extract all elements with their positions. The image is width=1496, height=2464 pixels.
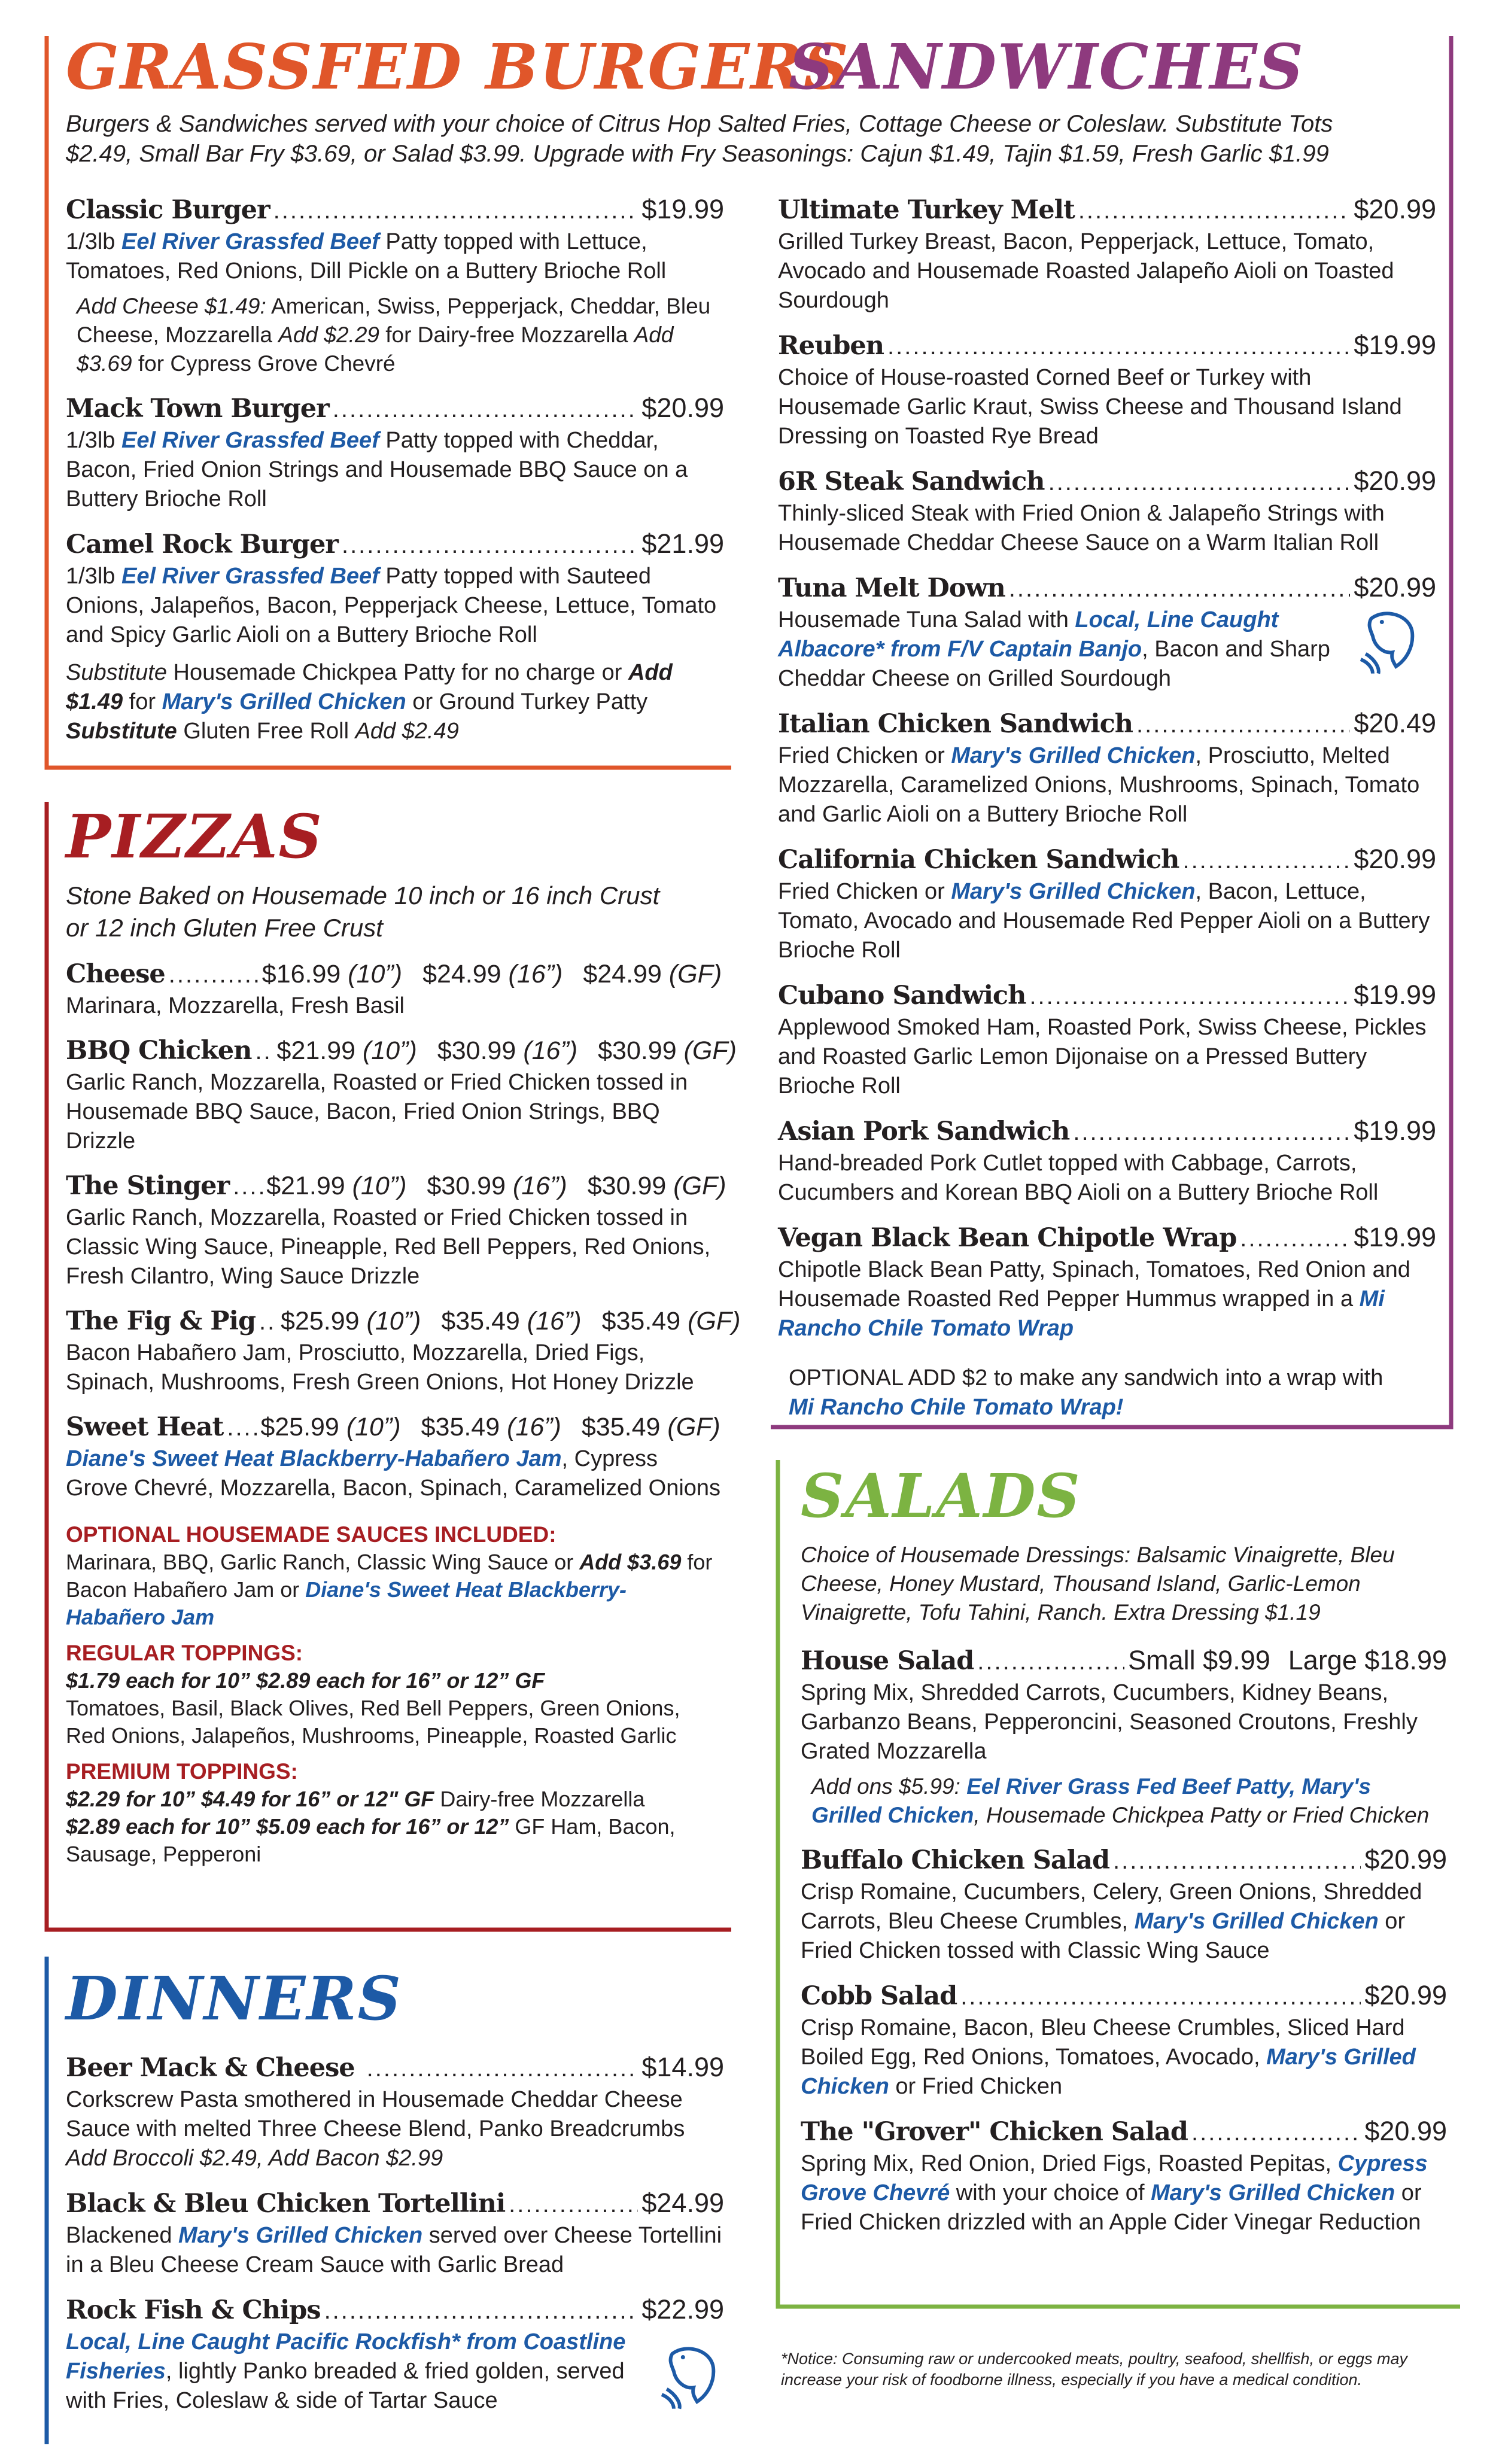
menu-item [778, 1114, 1436, 1207]
menu-item [778, 571, 1436, 693]
item-name: Beer Mack & Cheese [66, 2053, 355, 2083]
item-desc: 1/3lb Eel River Grassfed Beef Patty topped with Cheddar, Bacon, Fried Onion Strings and Housemade BBQ Sauce on a Buttery Brioche Roll [66, 428, 688, 512]
item-desc: Local, Line Caught Pacific Rockfish* from Coastline Fisheries, lightly Panko breaded & fried golden, served with Fries, Coleslaw & side of Tartar Sauce [66, 2329, 626, 2413]
pizzas-header: PIZZAS [66, 801, 323, 872]
item-price: $20.99 [1364, 2116, 1447, 2146]
item-name: Black & Bleu Chicken Tortellini [66, 2189, 506, 2219]
menu-item [801, 2115, 1447, 2237]
pizza-item: The Fig & Pig ..... $25.99 (10”) $35.49 (16”) $35.49 (GF) Bacon Habañero Jam, Prosciutto, Mozzarella, Dried Figs, Spinach, Mushrooms, Fresh Green Onions, Hot Honey Drizzle [66, 1304, 724, 1397]
pizza-item: BBQ Chicken ..... $21.99 (10”) $30.99 (16”) $30.99 (GF) Garlic Ranch, Mozzarella, Roasted or Fried Chicken tossed in Housemade BBQ Sauce, Bacon, Fried Onion Strings, BBQ Drizzle [66, 1034, 724, 1156]
menu-item [778, 193, 1436, 315]
item-desc: Fried Chicken or Mary's Grilled Chicken, Bacon, Lettuce, Tomato, Avocado and Housemade Red Pepper Aioli on a Buttery Brioche Roll [778, 879, 1430, 963]
salad-addons: Add ons $5.99: Eel River Grass Fed Beef Patty, Mary's Grilled Chicken, Housemade Chickpea Patty or Fried Chicken [811, 1774, 1430, 1827]
item-name: 6R Steak Sandwich [778, 467, 1045, 497]
item-name: Ultimate Turkey Melt [778, 195, 1075, 225]
item-name: The Stinger [66, 1171, 230, 1201]
item-price: $19.99 [1354, 979, 1436, 1010]
item-price: $14.99 [641, 2052, 724, 2082]
item-desc: Corkscrew Pasta smothered in Housemade Cheddar Cheese Sauce with melted Three Cheese Blend, Panko Breadcrumbs [66, 2087, 685, 2141]
item-desc: Crisp Romaine, Cucumbers, Celery, Green Onions, Shredded Carrots, Bleu Cheese Crumbles, Mary's Grilled Chicken or Fried Chicken tossed with Classic Wing Sauce [801, 1879, 1422, 1963]
item-name: House Salad [801, 1646, 974, 1676]
menu-item [778, 328, 1436, 451]
menu-item [66, 2186, 724, 2280]
item-desc: Fried Chicken or Mary's Grilled Chicken, Prosciutto, Melted Mozzarella, Caramelized Onions, Mushrooms, Spinach, Tomato and Garlic Aioli on a Buttery Brioche Roll [778, 743, 1420, 827]
item-name: Tuna Melt Down [778, 573, 1005, 603]
item-desc: Chipotle Black Bean Patty, Spinach, Tomatoes, Red Onion and Housemade Roasted Red Pepper Hummus wrapped in a Mi Rancho Chile Tomato Wrap [778, 1257, 1410, 1341]
dressings-note: Choice of Housemade Dressings: Balsamic Vinaigrette, Bleu Cheese, Honey Mustard, Thousand Island, Garlic-Lemon Vinaigrette, Tofu Tahini, Ranch. Extra Dressing $1.19 [801, 1543, 1395, 1625]
item-desc: Blackened Mary's Grilled Chicken served over Cheese Tortellini in a Bleu Cheese Cream Sauce with Garlic Bread [66, 2223, 722, 2277]
sauces-text: Marinara, BBQ, Garlic Ranch, Classic Wing Sauce or Add $3.69 for Bacon Habañero Jam or Diane's Sweet Heat Blackberry-Habañero Jam [66, 1550, 713, 1629]
item-price: $20.99 [1354, 572, 1436, 603]
sauces-title: OPTIONAL HOUSEMADE SAUCES INCLUDED: [66, 1522, 557, 1547]
item-price: $20.99 [1354, 466, 1436, 496]
item-name: Cubano Sandwich [778, 981, 1026, 1011]
menu-item [778, 842, 1436, 965]
pizza-item: Cheese ..... $16.99 (10”) $24.99 (16”) $24.99 (GF) Marinara, Mozzarella, Fresh Basil [66, 957, 724, 1021]
item-name: Italian Chicken Sandwich [778, 709, 1133, 739]
cheese-addon: Add Cheese $1.49: American, Swiss, Pepperjack, Cheddar, Bleu Cheese, Mozzarella Add $2.29 for Dairy-free Mozzarella Add $3.69 for Cypress Grove Chevré [77, 294, 711, 376]
item-desc: Grilled Turkey Breast, Bacon, Pepperjack, Lettuce, Tomato, Avocado and Housemade Roasted Jalapeño Aioli on Toasted Sourdough [778, 229, 1394, 313]
item-name: The "Grover" Chicken Salad [801, 2117, 1188, 2147]
item-price: $24.99 [641, 2188, 724, 2218]
intro [66, 109, 1436, 169]
item-desc: 1/3lb Eel River Grassfed Beef Patty topped with Lettuce, Tomatoes, Red Onions, Dill Pickle on a Buttery Brioche Roll [66, 229, 667, 284]
regular-toppings-text: $1.79 each for 10” $2.89 each for 16” or 12” GF Tomatoes, Basil, Black Olives, Red Bell Peppers, Green Onions, Red Onions, Jalapeños, Mushrooms, Pineapple, Roasted Garlic [66, 1668, 680, 1748]
menu-item [801, 1843, 1447, 1966]
item-name: California Chicken Sandwich [778, 845, 1179, 875]
item-name: Asian Pork Sandwich [778, 1117, 1070, 1146]
pizza-item: Sweet Heat ..... $25.99 (10”) $35.49 (16”) $35.49 (GF) Diane's Sweet Heat Blackberry-Habañero Jam, Cypress Grove Chevré, Mozzarella, Bacon, Spinach, Caramelized Onions [66, 1410, 724, 1503]
item-name: Classic Burger [66, 195, 270, 225]
wrap-note: OPTIONAL ADD $2 to make any sandwich into a wrap with Mi Rancho Chile Tomato Wrap! [789, 1365, 1384, 1420]
menu-item [778, 464, 1436, 558]
item-price: $20.49 [1354, 708, 1436, 738]
item-desc: Applewood Smoked Ham, Roasted Pork, Swiss Cheese, Pickles and Roasted Garlic Lemon Dijonaise on a Pressed Buttery Brioche Roll [778, 1015, 1427, 1099]
pizza-item: The Stinger ..... $21.99 (10”) $30.99 (16”) $30.99 (GF) Garlic Ranch, Mozzarella, Roasted or Fried Chicken tossed in Classic Wing Sauce, Pineapple, Red Bell Peppers, Red Onions, Fresh Cilantro, Wing Sauce Drizzle [66, 1169, 724, 1291]
regular-toppings-title: REGULAR TOPPINGS: [66, 1641, 303, 1665]
premium-toppings-title: PREMIUM TOPPINGS: [66, 1759, 298, 1784]
salads-list [801, 1541, 1447, 2237]
item-desc: Choice of House-roasted Corned Beef or Turkey with Housemade Garlic Kraut, Swiss Cheese and Thousand Island Dressing on Toasted Rye Bread [778, 365, 1402, 449]
intro-line-1: Burgers & Sandwiches served with your choice of Citrus Hop Salted Fries, Cottage Cheese or Coleslaw. Substitute Tots [66, 111, 1333, 137]
item-name: The Fig & Pig [66, 1306, 256, 1336]
burgers-list [66, 180, 724, 746]
item-desc: Housemade Tuna Salad with Local, Line Caught Albacore* from F/V Captain Banjo, Bacon and Sharp Cheddar Cheese on Grilled Sourdough [778, 607, 1330, 691]
intro-line-2: $2.49, Small Bar Fry $3.69, or Salad $3.99. Upgrade with Fry Seasonings: Cajun $1.49, Tajin $1.59, Fresh Garlic $1.99 [66, 141, 1329, 167]
item-desc: Thinly-sliced Steak with Fried Onion & Jalapeño Strings with Housemade Cheddar Cheese Sauce on a Warm Italian Roll [778, 501, 1385, 555]
menu-item: House Salad ..... Small $9.99 Large $18.99 Spring Mix, Shredded Carrots, Cucumbers, Kidney Beans, Garbanzo Beans, Pepperoncini, Seasoned Croutons, Freshly Grated Mozzarella Add ons $5.99: Eel River Grass Fed Beef Patty, Mary's Grilled Chicken, Housemade Chickpea Patty or Fried Chicken [801, 1644, 1447, 1830]
premium-toppings-text: $2.29 for 10” $4.49 for 16” or 12" GF Dairy-free Mozzarella $2.89 each for 10” $5.09 each for 16” or 12” GF Ham, Bacon, Sausage, Pepperoni [66, 1787, 676, 1866]
pizza-intro-1: Stone Baked on Housemade 10 inch or 16 inch Crust [66, 881, 660, 909]
menu-item [66, 527, 724, 650]
item-name: Cheese [66, 959, 165, 989]
menu-item [801, 1979, 1447, 2101]
item-name: Camel Rock Burger [66, 530, 338, 559]
item-price: $19.99 [1354, 330, 1436, 360]
item-name: Vegan Black Bean Chipotle Wrap [778, 1223, 1237, 1253]
item-desc: 1/3lb Eel River Grassfed Beef Patty topped with Sauteed Onions, Jalapeños, Bacon, Pepperjack Cheese, Lettuce, Tomato and Spicy Garlic Aioli on a Buttery Brioche Roll [66, 564, 717, 647]
item-addon: Add Broccoli $2.49, Add Bacon $2.99 [66, 2146, 443, 2171]
menu-item [66, 193, 724, 378]
item-price: $20.99 [1364, 1980, 1447, 2010]
item-price: $19.99 [1354, 1222, 1436, 1252]
item-desc: Bacon Habañero Jam, Prosciutto, Mozzarella, Dried Figs, Spinach, Mushrooms, Fresh Green Onions, Hot Honey Drizzle [66, 1340, 694, 1395]
item-name: Rock Fish & Chips [66, 2295, 321, 2325]
item-name: Sweet Heat [66, 1412, 224, 1442]
burgers-header: GRASSFED BURGERS [66, 30, 850, 104]
item-name: Mack Town Burger [66, 394, 329, 424]
pizza-intro-2: or 12 inch Gluten Free Crust [66, 914, 383, 942]
item-desc: Spring Mix, Red Onion, Dried Figs, Roasted Pepitas, Cypress Grove Chevré with your choice of Mary's Grilled Chicken or Fried Chicken drizzled with an Apple Cider Vinegar Reduction [801, 2151, 1428, 2235]
item-desc: Garlic Ranch, Mozzarella, Roasted or Fried Chicken tossed in Housemade BBQ Sauce, Bacon, Fried Onion Strings, BBQ Drizzle [66, 1070, 688, 1154]
menu-item [66, 2051, 724, 2173]
dinners-list [66, 2037, 724, 2416]
item-price: $19.99 [641, 194, 724, 224]
item-name: Cobb Salad [801, 1981, 957, 2011]
fish-icon [1357, 604, 1428, 675]
dinners-header: DINNERS [66, 1963, 402, 2034]
item-price: $20.99 [1354, 194, 1436, 224]
item-desc: Garlic Ranch, Mozzarella, Roasted or Fried Chicken tossed in Classic Wing Sauce, Pineapple, Red Bell Peppers, Red Onions, Fresh Cilantro, Wing Sauce Drizzle [66, 1205, 711, 1289]
menu-item [778, 707, 1436, 829]
item-price: $20.99 [641, 393, 724, 423]
pizzas-list [66, 880, 741, 1868]
fish-icon [658, 2340, 729, 2410]
menu-item [778, 978, 1436, 1101]
menu-item [66, 391, 724, 514]
item-desc: Crisp Romaine, Bacon, Bleu Cheese Crumbles, Sliced Hard Boiled Egg, Red Onions, Tomatoes, Avocado, Mary's Grilled Chicken or Fried Chicken [801, 2015, 1416, 2099]
item-name: Reuben [778, 331, 884, 361]
item-price: $20.99 [1364, 1844, 1447, 1875]
sandwiches-header: SANDWICHES [789, 30, 1305, 104]
salads-header: SALADS [801, 1461, 1081, 1531]
item-name: Buffalo Chicken Salad [801, 1845, 1110, 1875]
item-desc: Spring Mix, Shredded Carrots, Cucumbers, Kidney Beans, Garbanzo Beans, Pepperoncini, Seasoned Croutons, Freshly Grated Mozzarella [801, 1680, 1418, 1764]
food-safety-notice: *Notice: Consuming raw or undercooked meats, poultry, seafood, shellfish, or eggs may increase your risk of foodborne illness, especially if you have a medical condition. [781, 2350, 1408, 2389]
item-desc: Marinara, Mozzarella, Fresh Basil [66, 993, 405, 1018]
menu-item [778, 1221, 1436, 1343]
menu-item [66, 2293, 724, 2416]
item-price: $21.99 [641, 528, 724, 559]
item-price: $20.99 [1354, 844, 1436, 874]
item-desc: Diane's Sweet Heat Blackberry-Habañero Jam, Cypress Grove Chevré, Mozzarella, Bacon, Spinach, Caramelized Onions [66, 1446, 721, 1501]
item-price: $19.99 [1354, 1115, 1436, 1146]
item-desc: Hand-breaded Pork Cutlet topped with Cabbage, Carrots, Cucumbers and Korean BBQ Aioli on a Buttery Brioche Roll [778, 1151, 1379, 1205]
sandwiches-list [778, 180, 1436, 1422]
item-name: BBQ Chicken [66, 1036, 252, 1066]
substitute-note: Substitute Housemade Chickpea Patty for no charge or Add $1.49 for Mary's Grilled Chicken or Ground Turkey Patty Substitute Gluten Free Roll Add $2.49 [66, 660, 673, 744]
item-price: $22.99 [641, 2294, 724, 2325]
